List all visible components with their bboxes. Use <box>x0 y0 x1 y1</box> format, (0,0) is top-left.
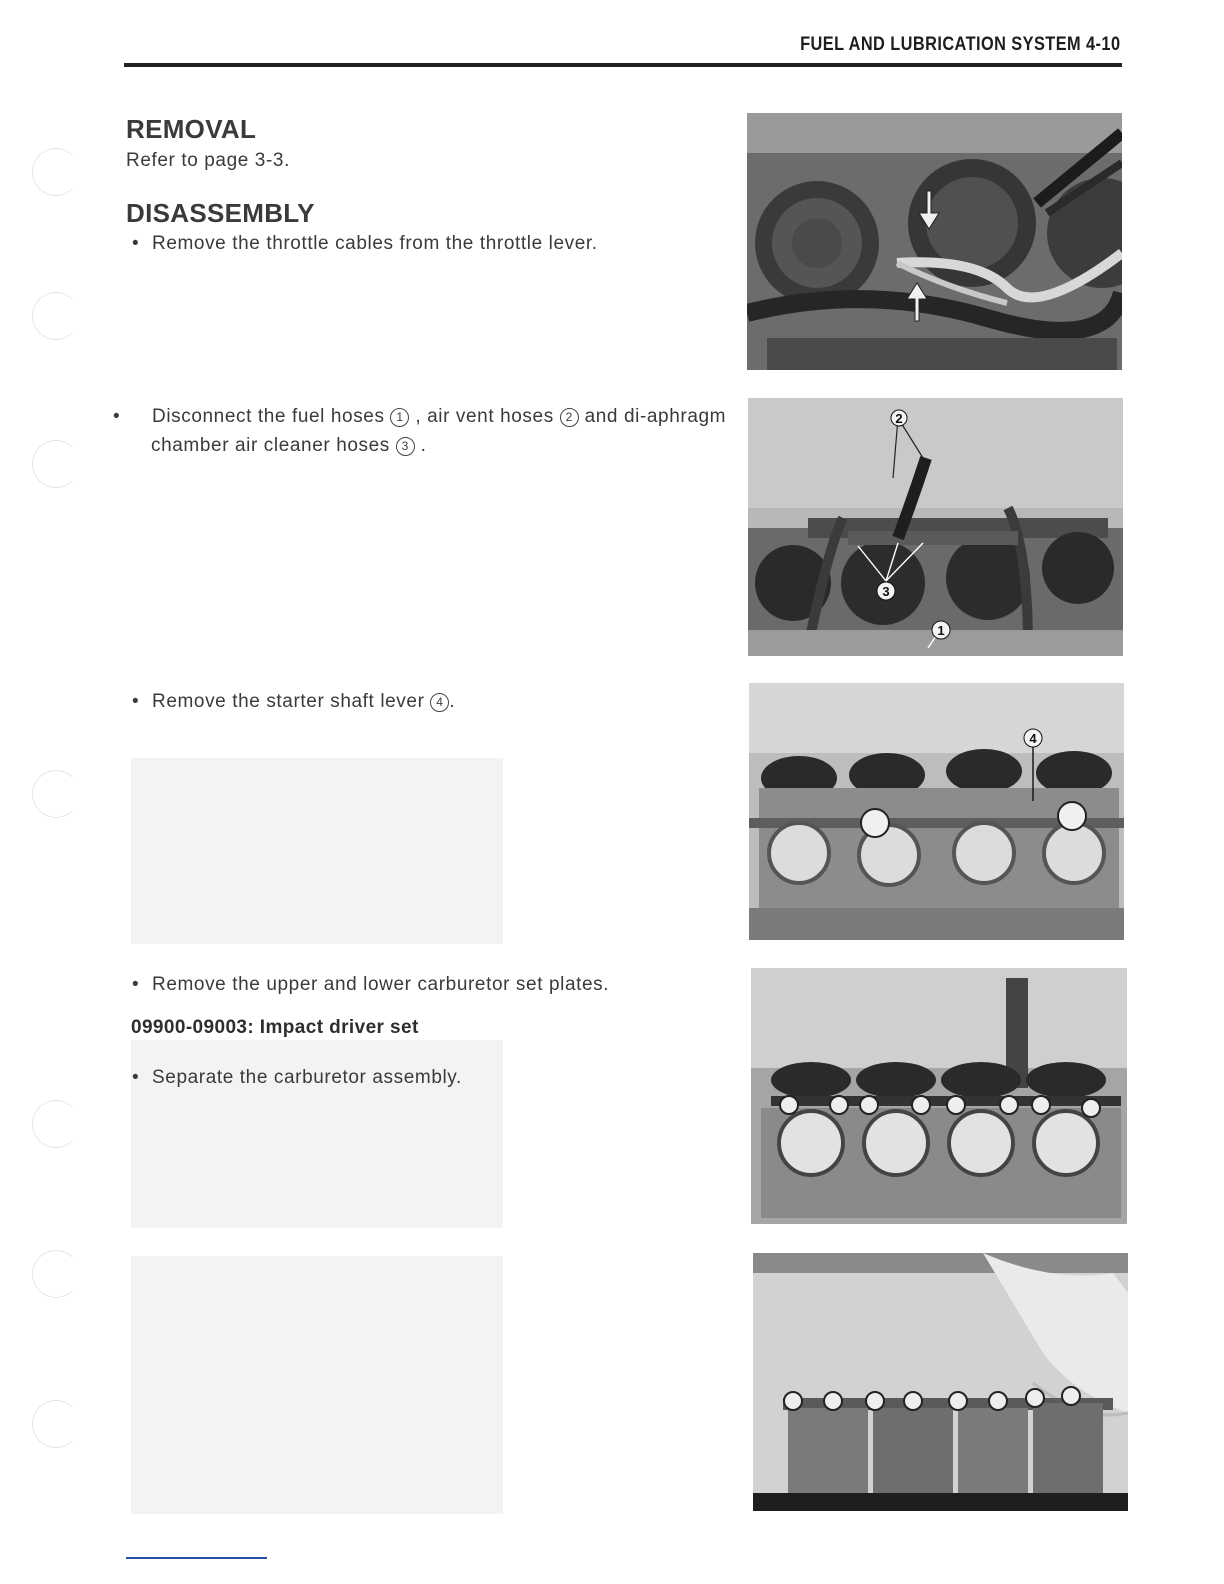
step-text: Disconnect the fuel hoses <box>152 406 385 427</box>
removal-heading: REMOVAL <box>126 114 257 144</box>
photo-set-plates <box>751 968 1127 1224</box>
photo-separate-assembly <box>753 1253 1128 1511</box>
step-disconnect-hoses <box>113 402 731 460</box>
binder-hole <box>32 770 80 818</box>
step-text: Separate the carburetor assembly. <box>152 1067 462 1088</box>
binder-hole <box>32 292 80 340</box>
step-text: . <box>449 691 456 712</box>
binder-hole <box>32 1250 80 1298</box>
step-text: Remove the throttle cables from the throttle lever. <box>152 233 598 254</box>
callout-label: 1 <box>937 623 945 638</box>
step-text: , air vent hoses <box>415 406 554 427</box>
step-text: . <box>420 435 427 456</box>
binder-hole <box>32 1100 80 1148</box>
callout-number: 1 <box>390 408 409 427</box>
step-text: and di-aphragm chamber air cleaner hoses <box>151 406 727 456</box>
removal-text: Refer to page 3-3. <box>126 150 290 171</box>
bullet-icon: • <box>113 406 121 427</box>
step-text: Remove the starter shaft lever <box>152 691 425 712</box>
binder-hole <box>32 148 80 196</box>
photo-throttle-cables <box>747 113 1122 370</box>
step-text: Remove the upper and lower carburetor set plates. <box>152 974 610 995</box>
bullet-icon: • <box>132 691 140 712</box>
bullet-icon: • <box>132 1067 140 1088</box>
callout-label: 2 <box>895 411 903 426</box>
photo-hoses <box>748 398 1123 656</box>
header-rule <box>124 63 1122 67</box>
special-tool-callout: 09900-09003: Impact driver set <box>131 1017 419 1038</box>
photo-starter-shaft-lever <box>749 683 1124 940</box>
disassembly-heading: DISASSEMBLY <box>126 198 315 228</box>
step-remove-throttle-cables <box>132 229 732 258</box>
step-remove-set-plates <box>132 970 732 999</box>
callout-label: 3 <box>882 584 890 599</box>
callout-number: 3 <box>396 437 415 456</box>
show-through-area <box>131 758 503 944</box>
bullet-icon: • <box>132 974 140 995</box>
page-header-title: FUEL AND LUBRICATION SYSTEM 4-10 <box>799 34 1120 55</box>
bullet-icon: • <box>132 233 140 254</box>
callout-label: 4 <box>1029 731 1037 746</box>
callout-number: 2 <box>560 408 579 427</box>
step-remove-starter-shaft-lever <box>132 687 732 716</box>
step-separate-carburetor <box>132 1063 732 1092</box>
footer-rule <box>126 1557 267 1559</box>
show-through-area <box>131 1256 503 1514</box>
binder-hole <box>32 1400 80 1448</box>
callout-number: 4 <box>430 693 449 712</box>
binder-hole <box>32 440 80 488</box>
